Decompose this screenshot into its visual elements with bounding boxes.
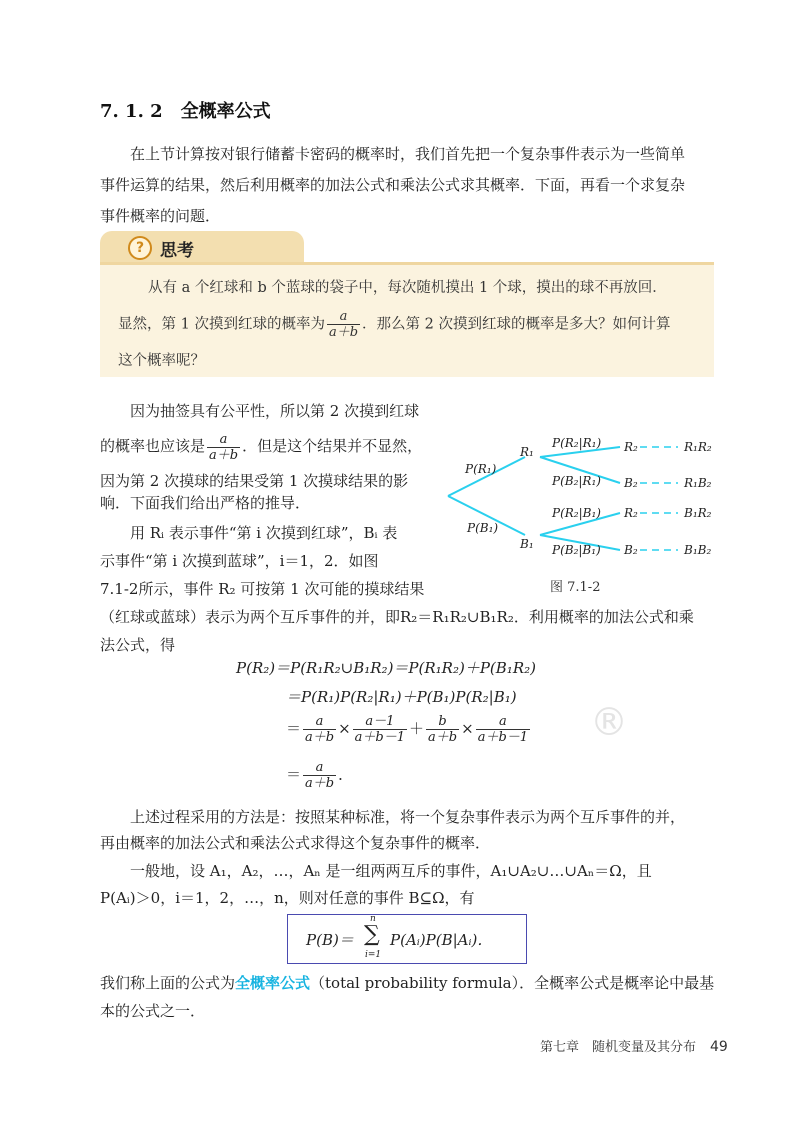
question-icon: ? [128, 236, 152, 260]
deriv-frac-2 [353, 714, 407, 745]
page-number: 49 [710, 1039, 728, 1055]
final-line-2: 本的公式之一． [100, 1002, 206, 1020]
conclusion-line-1: 上述过程采用的方法是：按照某种标准，将一个复杂事件表示为两个互斥事件的并， [130, 808, 686, 826]
tree-node-n1: R₂ [624, 440, 638, 454]
deriv-times-1: × [338, 719, 351, 738]
formula-sum-top: n [370, 914, 376, 924]
intro-line-3: 事件概率的问题． [100, 207, 221, 225]
think-line-2-post: ．那么第 2 次摸到红球的概率是多大？如何计算 [362, 316, 671, 333]
watermark-mark: ® [590, 700, 628, 744]
section-heading [100, 97, 271, 123]
deriv-frac-2-num: a－1 [365, 714, 395, 729]
tree-outcome-2: R₁B₂ [684, 476, 712, 490]
think-frac-num: a [339, 309, 348, 324]
derivation-line-1: P(R₂)＝P(R₁R₂∪B₁R₂)＝P(R₁R₂)＋P(B₁R₂) [236, 659, 536, 677]
body-p2-line-3: 7.1-2所示，事件 R₂ 可按第 1 次可能的摸球结果 [100, 580, 425, 598]
body-p1-line-2 [100, 431, 422, 463]
final-post: （total probability formula）．全概率公式是概率论中最基 [310, 974, 715, 992]
tree-outcome-3: B₁R₂ [684, 506, 712, 520]
footer-chapter: 第七章 随机变量及其分布 [540, 1040, 697, 1055]
formula-rhs: P(Aᵢ)P(B|Aᵢ)． [390, 931, 493, 949]
conclusion-line-3: 一般地，设 A₁，A₂，…，Aₙ 是一组两两互斥的事件，A₁∪A₂∪…∪Aₙ＝Ω，且 [130, 862, 652, 880]
section-number: 7. 1. 2 [100, 101, 163, 122]
tree-outcome-4: B₁B₂ [684, 543, 712, 557]
conclusion-line-2: 再由概率的加法公式和乘法公式求得这个复杂事件的概率． [100, 834, 491, 852]
key-term: 全概率公式 [235, 974, 311, 992]
body-p1-line-2-post: ．但是这个结果并不显然， [242, 437, 423, 455]
deriv-frac-5-den: a＋b [305, 776, 335, 791]
tree-label-pr1: P(R₁) [465, 462, 497, 476]
body-frac-den: a＋b [209, 447, 239, 463]
formula-sum-symbol: ∑ [364, 922, 380, 947]
body-p2-line-5: 法公式，得 [100, 636, 176, 654]
deriv-plus: ＋ [409, 719, 425, 738]
intro-line-2: 事件运算的结果，然后利用概率的加法公式和乘法公式求其概率．下面，再看一个求复杂 [100, 176, 686, 194]
tree-label-pb1: P(B₁) [467, 521, 499, 535]
think-line-2-pre: 显然，第 1 次摸到红球的概率为 [118, 316, 325, 333]
deriv-frac-4-num: a [498, 714, 507, 729]
conclusion-line-4: P(Aᵢ)＞0，i＝1，2，…，n，则对任意的事件 B⊆Ω，有 [100, 889, 475, 907]
deriv-times-2: × [461, 719, 474, 738]
think-title: 思考 [160, 241, 194, 261]
think-fraction [327, 309, 360, 340]
deriv-frac-2-den: a＋b－1 [354, 730, 406, 745]
think-line-3: 这个概率呢？ [118, 353, 205, 369]
body-p2-line-1: 用 Rᵢ 表示事件“第 i 次摸到红球”，Bᵢ 表 [130, 524, 398, 542]
figure-caption: 图 7.1-2 [550, 580, 601, 595]
tree-outcome-1: R₁R₂ [684, 440, 712, 454]
think-line-1: 从有 a 个红球和 b 个蓝球的袋子中，每次随机摸出 1 个球，摸出的球不再放回． [148, 280, 667, 296]
deriv-frac-4 [476, 714, 530, 745]
tree-node-b1: B₁ [520, 537, 534, 551]
derivation-line-4 [286, 760, 353, 791]
tree-node-n3: R₂ [624, 506, 638, 520]
body-p2-line-4: （红球或蓝球）表示为两个互斥事件的并，即R₂＝R₁R₂∪B₁R₂．利用概率的加法公式和乘 [100, 608, 694, 626]
tree-node-r1: R₁ [520, 445, 534, 459]
deriv-frac-5 [303, 760, 336, 791]
deriv-end: ． [338, 765, 354, 784]
tree-label-pr2b1: P(R₂|B₁) [552, 506, 601, 520]
deriv-frac-3 [426, 714, 459, 745]
deriv-eq-4: ＝ [286, 765, 302, 784]
section-title: 全概率公式 [180, 101, 271, 122]
deriv-frac-3-den: a＋b [428, 730, 458, 745]
deriv-frac-3-num: b [438, 714, 447, 729]
body-frac-num: a [219, 431, 228, 447]
body-p1-line-2-pre: 的概率也应该是 [100, 437, 206, 455]
formula-sum-bottom: i=1 [365, 950, 382, 960]
deriv-frac-1 [303, 714, 336, 745]
body-p1-line-3: 因为第 2 次摸球的结果受第 1 次摸球结果的影 [100, 472, 409, 490]
intro-line-1: 在上节计算按对银行储蓄卡密码的概率时，我们首先把一个复杂事件表示为一些简单 [130, 145, 686, 163]
deriv-frac-1-den: a＋b [305, 730, 335, 745]
tree-label-pb2b1: P(B₂|B₁) [552, 543, 601, 557]
tree-label-pr2r1: P(R₂|R₁) [552, 436, 602, 450]
page-footer [540, 1036, 728, 1055]
final-line-1 [100, 968, 714, 999]
derivation-line-2: ＝P(R₁)P(R₂|R₁)＋P(B₁)P(R₂|B₁) [286, 688, 517, 706]
derivation-line-3 [286, 714, 532, 745]
think-frac-den: a＋b [328, 325, 359, 340]
think-line-2 [118, 309, 670, 340]
body-fraction [207, 432, 240, 463]
tree-node-n2: B₂ [624, 476, 638, 490]
deriv-frac-1-num: a [315, 714, 324, 729]
tree-node-n4: B₂ [624, 543, 638, 557]
final-pre: 我们称上面的公式为 [100, 974, 236, 992]
body-p1-line-4: 响．下面我们给出严格的推导． [100, 494, 311, 512]
deriv-frac-4-den: a＋b－1 [477, 730, 529, 745]
tree-label-pb2r1: P(B₂|R₁) [552, 474, 601, 488]
body-p1-line-1: 因为抽签具有公平性，所以第 2 次摸到红球 [130, 402, 420, 420]
deriv-eq-3: ＝ [286, 719, 302, 738]
formula-lhs: P(B)＝ [306, 931, 354, 949]
deriv-frac-5-num: a [315, 760, 324, 775]
body-p2-line-2: 示事件“第 i 次摸到蓝球”，i＝1，2．如图 [100, 552, 379, 570]
